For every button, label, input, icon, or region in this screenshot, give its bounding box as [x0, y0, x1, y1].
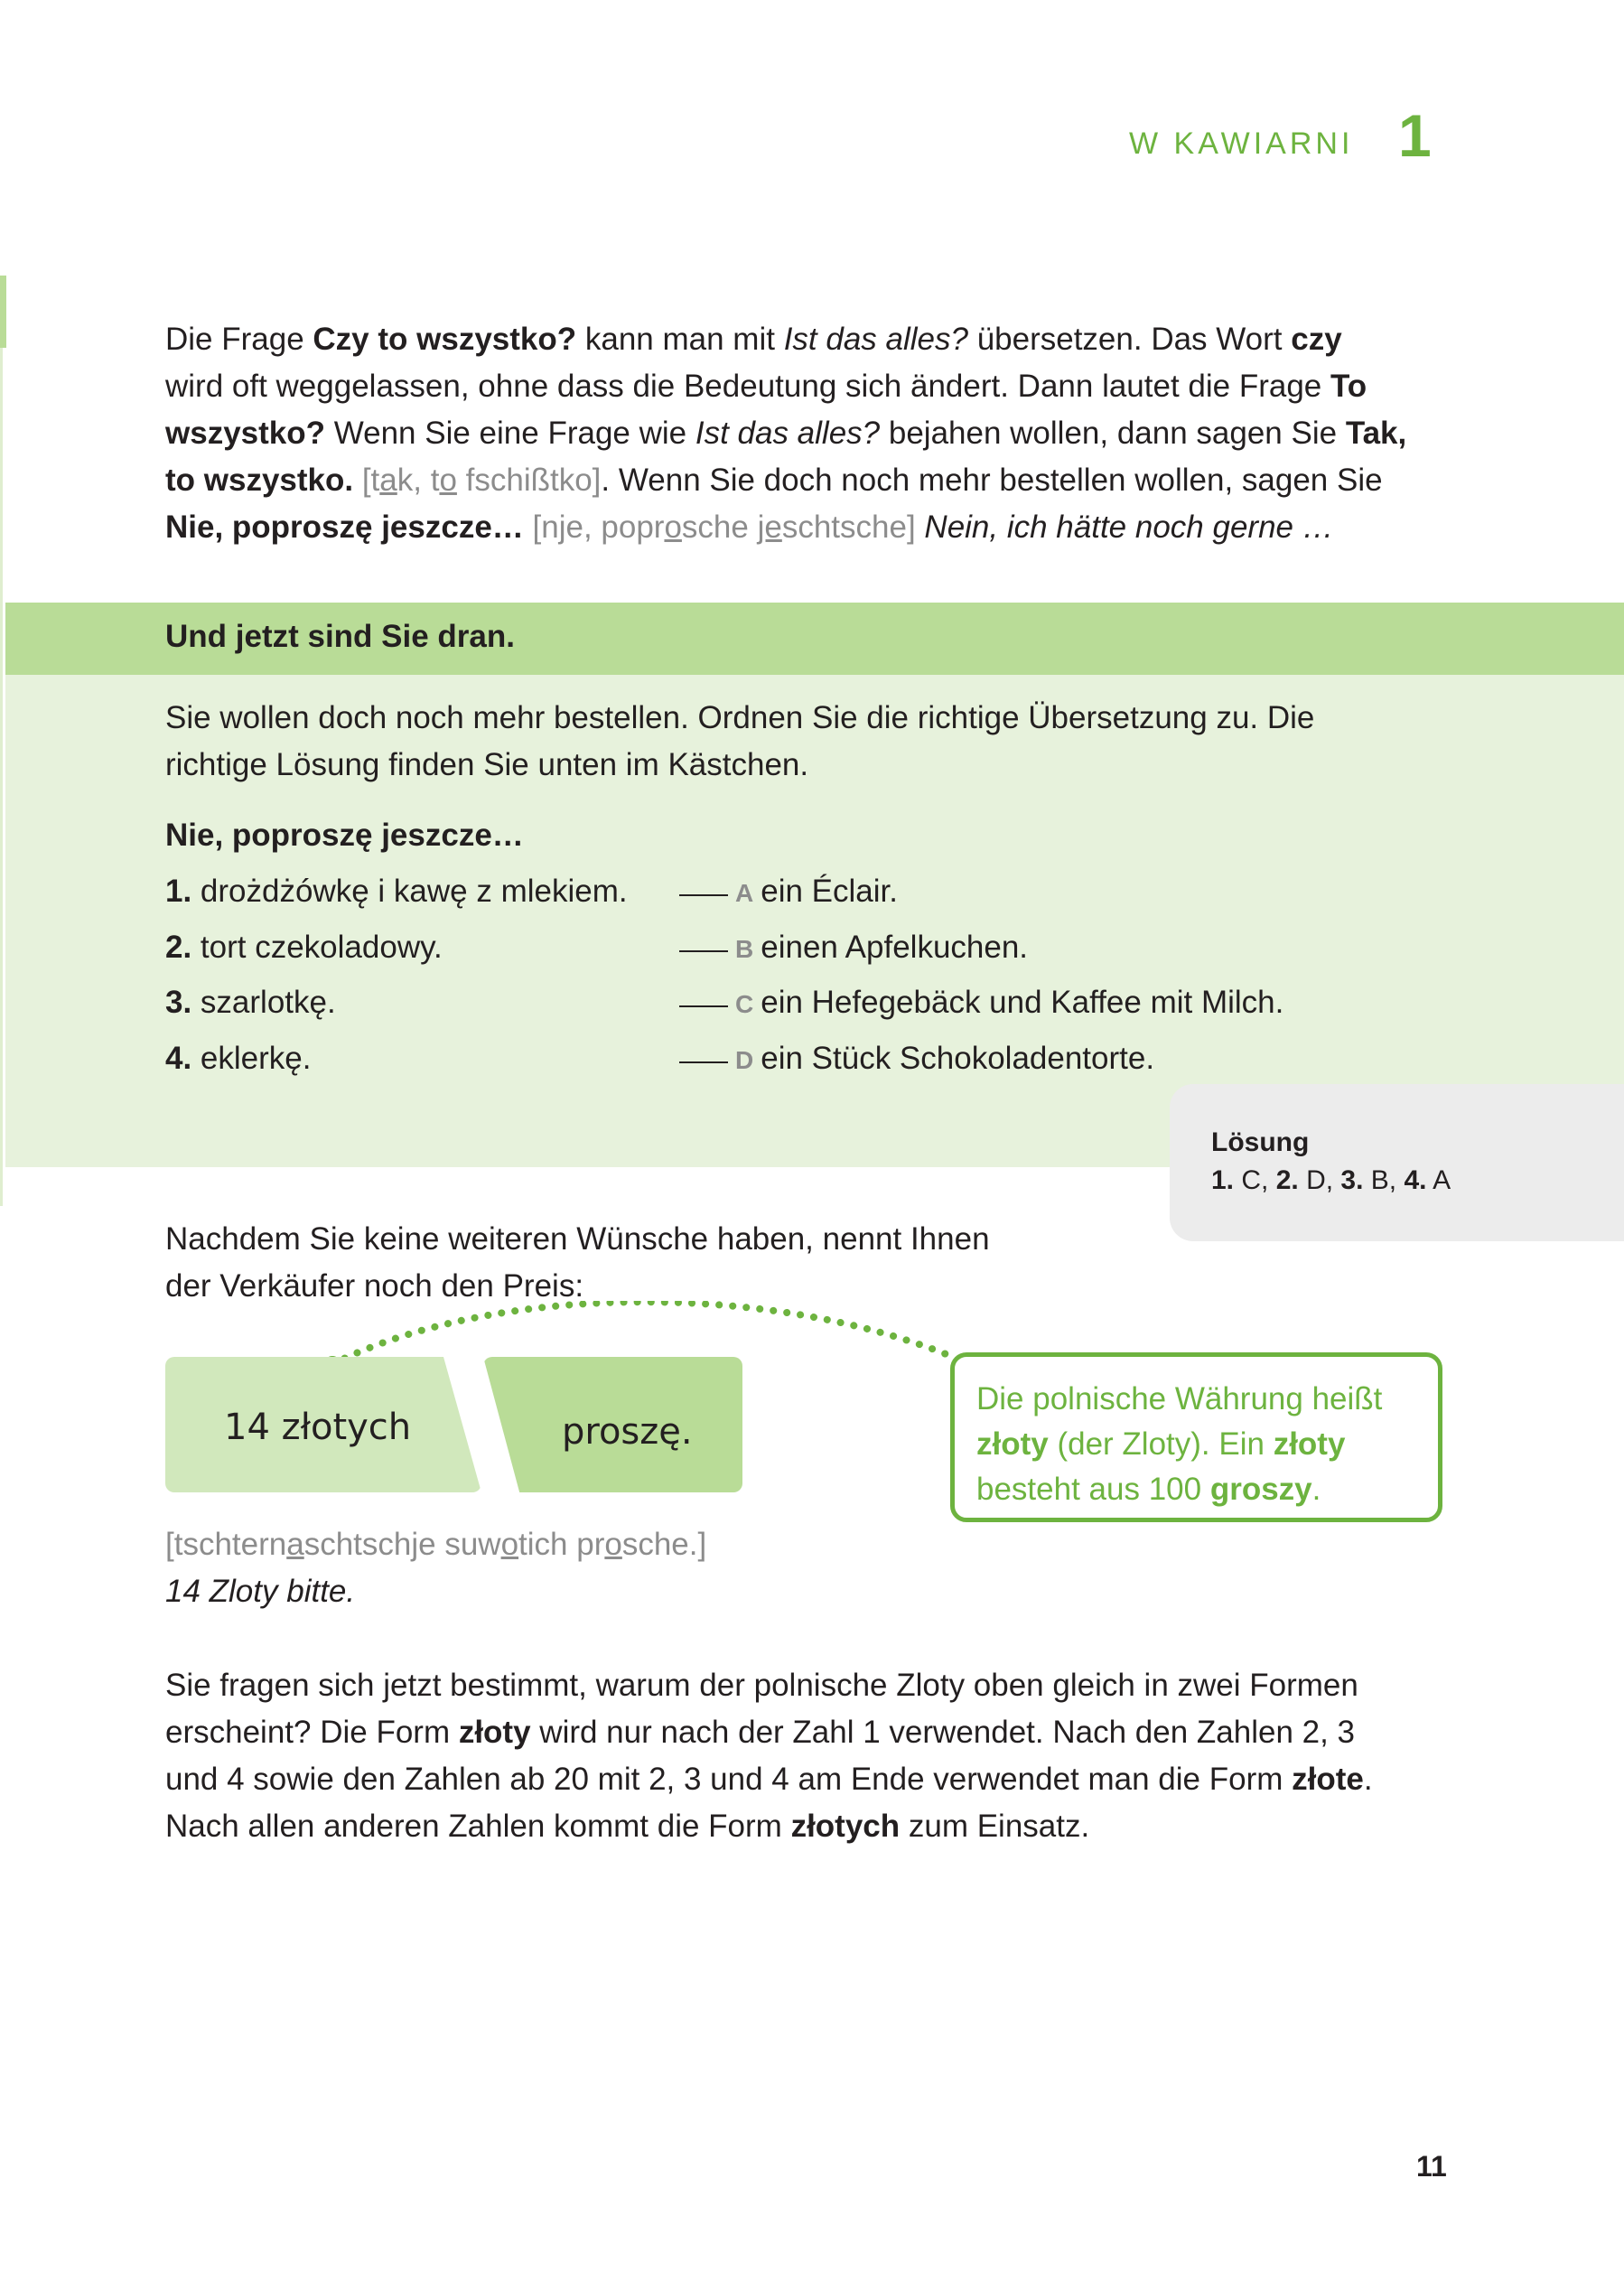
exercise-prompt: Nie, poproszę jeszcze… [165, 818, 524, 853]
list-item: 3. szarlotkę. [165, 985, 336, 1020]
price-intro: Nachdem Sie keine weiteren Wünsche haben, nennt Ihnen der Verkäufer noch den Preis: [165, 1221, 990, 1304]
answer-blank[interactable] [679, 1005, 728, 1007]
margin-bar-light [0, 348, 3, 1206]
chapter-title: W KAWIARNI [1129, 126, 1354, 161]
pronunciation: [tak, to fschißtko] [353, 463, 602, 498]
list-item: 2. tort czekoladowy. [165, 930, 443, 965]
intro-line-4: to wszystko. [tak, to fschißtko]. Wenn Sie doch noch mehr bestellen wollen, sagen Sie [165, 463, 1383, 498]
solution-title: Lösung [1211, 1127, 1310, 1157]
intro-line-3: wszystko? Wenn Sie eine Frage wie Ist das alles? bejahen wollen, dann sagen Sie Tak, [165, 416, 1407, 451]
answer-blank[interactable] [679, 949, 728, 952]
list-item: 4. eklerkę. [165, 1041, 312, 1076]
phrase-text-2: proszę. [562, 1411, 693, 1453]
exercise-instruction: Sie wollen doch noch mehr bestellen. Ordnen Sie die richtige Übersetzung zu. Die richtige Lösung finden Sie unten im Kästchen. [165, 700, 1315, 782]
intro-line-1: Die Frage Czy to wszystko? kann man mit Ist das alles? übersetzen. Das Wort czy [165, 322, 1342, 357]
closing-paragraph: Sie fragen sich jetzt bestimmt, warum der polnische Zloty oben gleich in zwei Formen erscheint? Die Form złoty wird nur nach der Zahl 1 verwendet. Nach den Zahlen 2, 3 und 4 sowie den Zahlen ab 20 mit 2, 3 und 4 am Ende verwendet man die Form złote. Nach allen anderen Zahlen kommt die Form złotych zum Einsatz. [165, 1668, 1373, 1844]
currency-info-box: Die polnische Währung heißt złoty (der Zloty). Ein złoty besteht aus 100 groszy. [950, 1352, 1442, 1522]
phrase-text-1: 14 złotych [224, 1407, 412, 1448]
page-number: 11 [1416, 2150, 1447, 2183]
option-b: B einen Apfelkuchen. [679, 928, 1028, 969]
intro-line-5: Nie, poproszę jeszcze… [nje, poprosche jeschtsche] Nein, ich hätte noch gerne … [165, 510, 1334, 545]
answer-blank[interactable] [679, 1061, 728, 1063]
option-a: A ein Éclair. [679, 872, 898, 913]
price-pronunciation: [tschternaschtschje suwotich prosche.] 14 Zloty bitte. [165, 1521, 1466, 1615]
list-item: 1. drożdżówkę i kawę z mlekiem. [165, 874, 628, 909]
solution-box [1170, 1084, 1624, 1241]
solution-answers: 1. C, 2. D, 3. B, 4. A [1211, 1165, 1451, 1195]
exercise-heading: Und jetzt sind Sie dran. [165, 619, 515, 654]
intro-paragraph [165, 316, 1466, 551]
option-c: C ein Hefegebäck und Kaffee mit Milch. [679, 983, 1283, 1024]
pronunciation: [nje, poprosche jeschtsche] [523, 510, 916, 545]
margin-bar [0, 276, 6, 348]
intro-line-2: wird oft weggelassen, ohne dass die Bedeutung sich ändert. Dann lautet die Frage To [165, 369, 1367, 404]
price-translation: 14 Zloty bitte. [165, 1574, 356, 1609]
exercise-heading-band [5, 603, 1624, 675]
option-d: D ein Stück Schokoladentorte. [679, 1039, 1154, 1080]
answer-blank[interactable] [679, 893, 728, 896]
chapter-number: 1 [1398, 102, 1432, 169]
